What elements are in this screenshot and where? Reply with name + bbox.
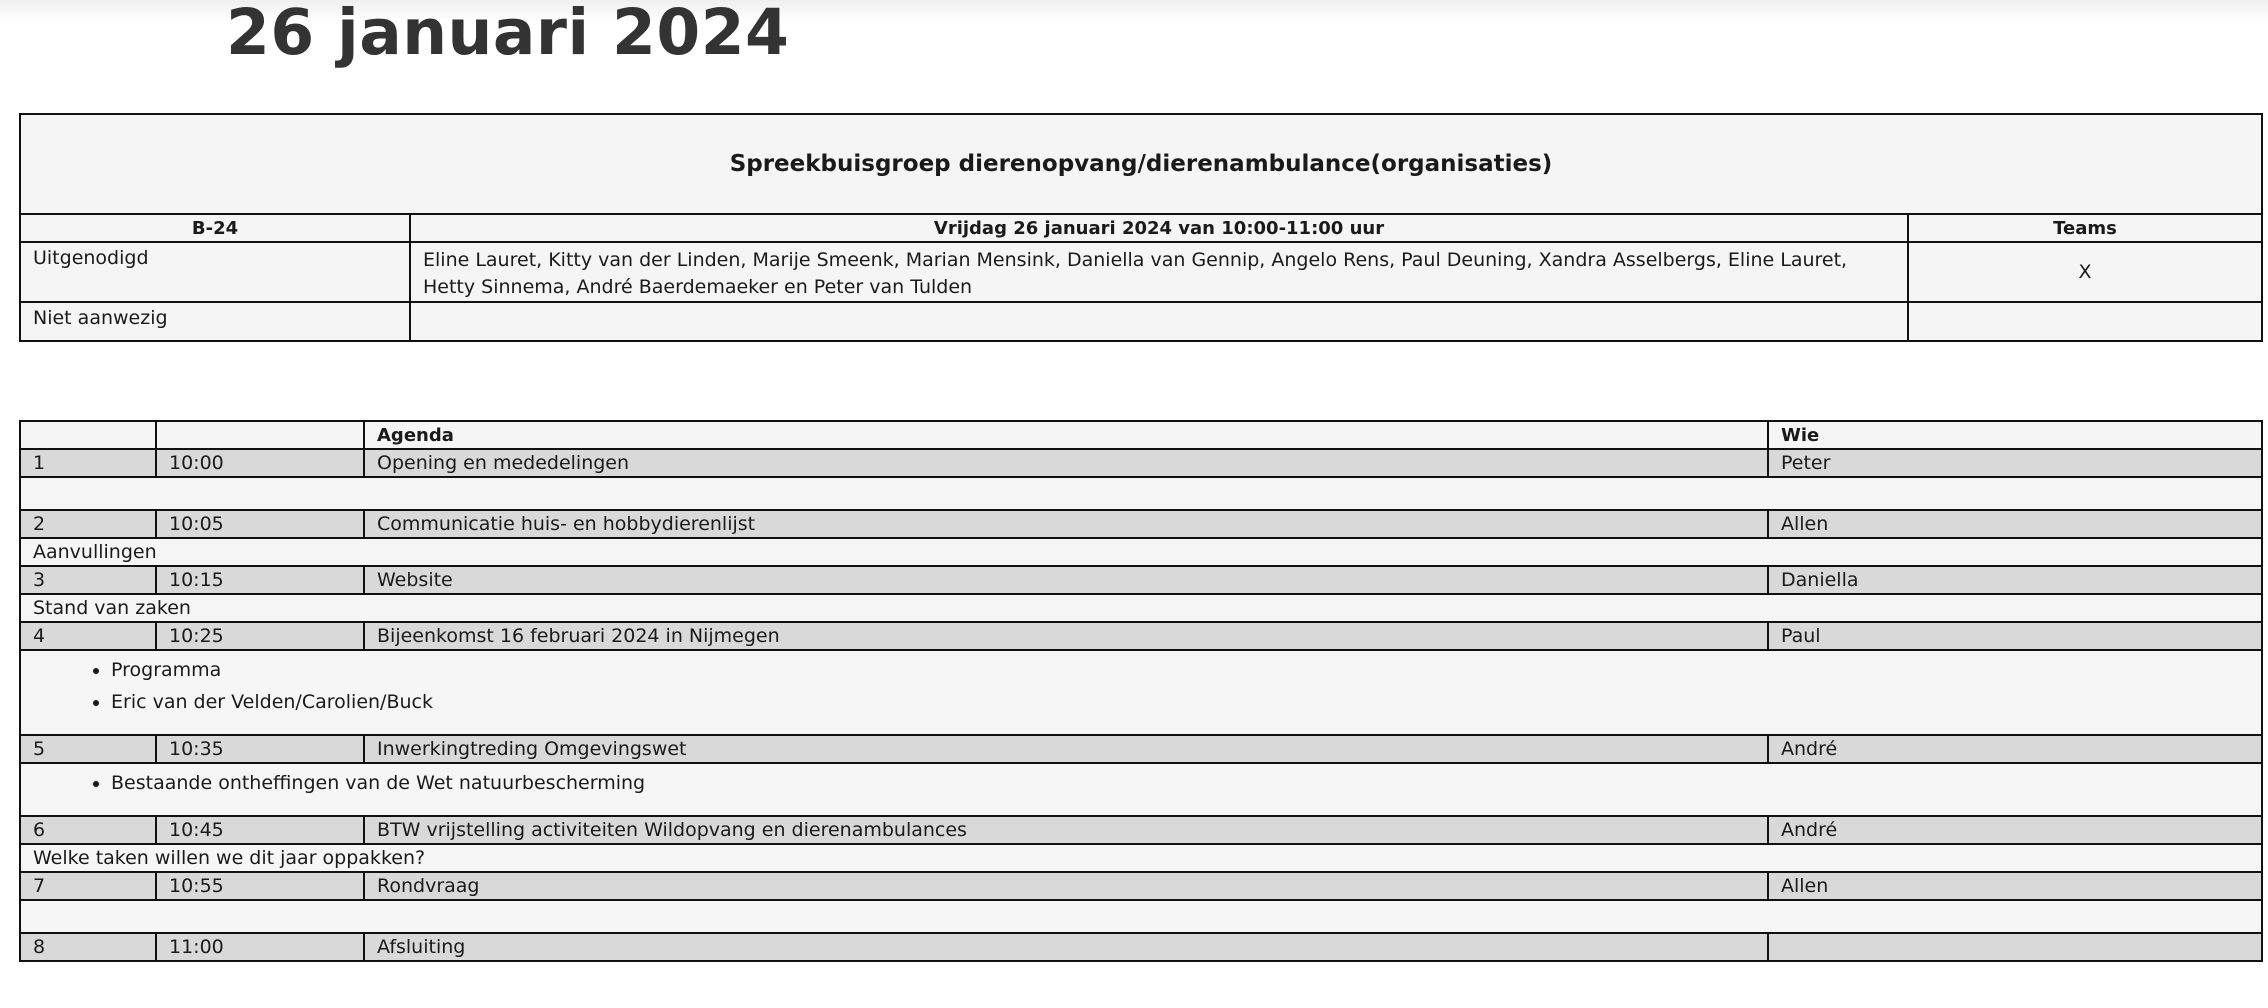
item-number: 2 [20,510,156,538]
item-number: 5 [20,735,156,763]
item-note: Aanvullingen [20,538,2262,566]
agenda-item-row [20,816,2262,844]
meeting-info-table [19,113,2263,342]
header-agenda: Agenda [364,421,1768,449]
bullet-item: • Programma [111,654,2249,686]
item-note [20,477,2262,510]
absent-names [410,302,1908,341]
item-number: 4 [20,622,156,650]
agenda-note-row [20,477,2262,510]
item-topic: Afsluiting [364,933,1768,961]
item-time: 10:15 [156,566,364,594]
item-who: Daniella [1768,566,2262,594]
meeting-room: B-24 [20,214,410,242]
item-who: Peter [1768,449,2262,477]
agenda-item-row [20,566,2262,594]
bullet-item: • Bestaande ontheffingen van de Wet natuurbescherming [111,767,2249,799]
item-number: 1 [20,449,156,477]
agenda-header-row [20,421,2262,449]
item-who: Paul [1768,622,2262,650]
item-time: 10:00 [156,449,364,477]
item-note [20,900,2262,933]
agenda-item-row [20,510,2262,538]
agenda-note-row [20,844,2262,872]
agenda-item-row [20,933,2262,961]
item-number: 7 [20,872,156,900]
agenda-note-row [20,900,2262,933]
item-topic: Communicatie huis- en hobbydierenlijst [364,510,1768,538]
header-who: Wie [1768,421,2262,449]
agenda-item-row [20,872,2262,900]
agenda-note-row [20,538,2262,566]
meeting-platform: Teams [1908,214,2262,242]
agenda-note-row [20,594,2262,622]
absent-label: Niet aanwezig [20,302,410,341]
item-time: 10:45 [156,816,364,844]
item-who: Allen [1768,872,2262,900]
agenda-note-row [20,650,2262,735]
item-time: 10:55 [156,872,364,900]
bullet-list [33,767,2249,799]
item-time: 10:05 [156,510,364,538]
item-time: 10:35 [156,735,364,763]
item-time: 11:00 [156,933,364,961]
item-number: 6 [20,816,156,844]
invited-label: Uitgenodigd [20,242,410,302]
item-topic: Website [364,566,1768,594]
bullet-list [33,654,2249,718]
agenda-item-row [20,449,2262,477]
agenda-note-row [20,763,2262,816]
item-topic: Inwerkingtreding Omgevingswet [364,735,1768,763]
item-who: Allen [1768,510,2262,538]
item-bullets [20,763,2262,816]
agenda-table [19,420,2263,962]
invited-names: Eline Lauret, Kitty van der Linden, Marije Smeenk, Marian Mensink, Daniella van Gennip, Angelo Rens, Paul Deuning, Xandra Asselbergs, Eline Lauret, Hetty Sinnema, André Baerdemaeker en Peter van Tulden [410,242,1908,302]
item-who: André [1768,735,2262,763]
absent-mark [1908,302,2262,341]
item-bullets [20,650,2262,735]
item-topic: Rondvraag [364,872,1768,900]
bullet-item: • Eric van der Velden/Carolien/Buck [111,686,2249,718]
item-topic: Bijeenkomst 16 februari 2024 in Nijmegen [364,622,1768,650]
item-who [1768,933,2262,961]
invited-mark: X [1908,242,2262,302]
meeting-datetime: Vrijdag 26 januari 2024 van 10:00-11:00 uur [410,214,1908,242]
agenda-item-row [20,622,2262,650]
item-number: 8 [20,933,156,961]
meeting-title: Spreekbuisgroep dierenopvang/dierenambulance(organisaties) [20,114,2262,214]
page-title: 26 januari 2024 [226,0,790,69]
item-who: André [1768,816,2262,844]
item-time: 10:25 [156,622,364,650]
agenda-item-row [20,735,2262,763]
item-topic: BTW vrijstelling activiteiten Wildopvang en dierenambulances [364,816,1768,844]
header-time [156,421,364,449]
item-note: Welke taken willen we dit jaar oppakken? [20,844,2262,872]
header-num [20,421,156,449]
item-note: Stand van zaken [20,594,2262,622]
item-topic: Opening en mededelingen [364,449,1768,477]
item-number: 3 [20,566,156,594]
